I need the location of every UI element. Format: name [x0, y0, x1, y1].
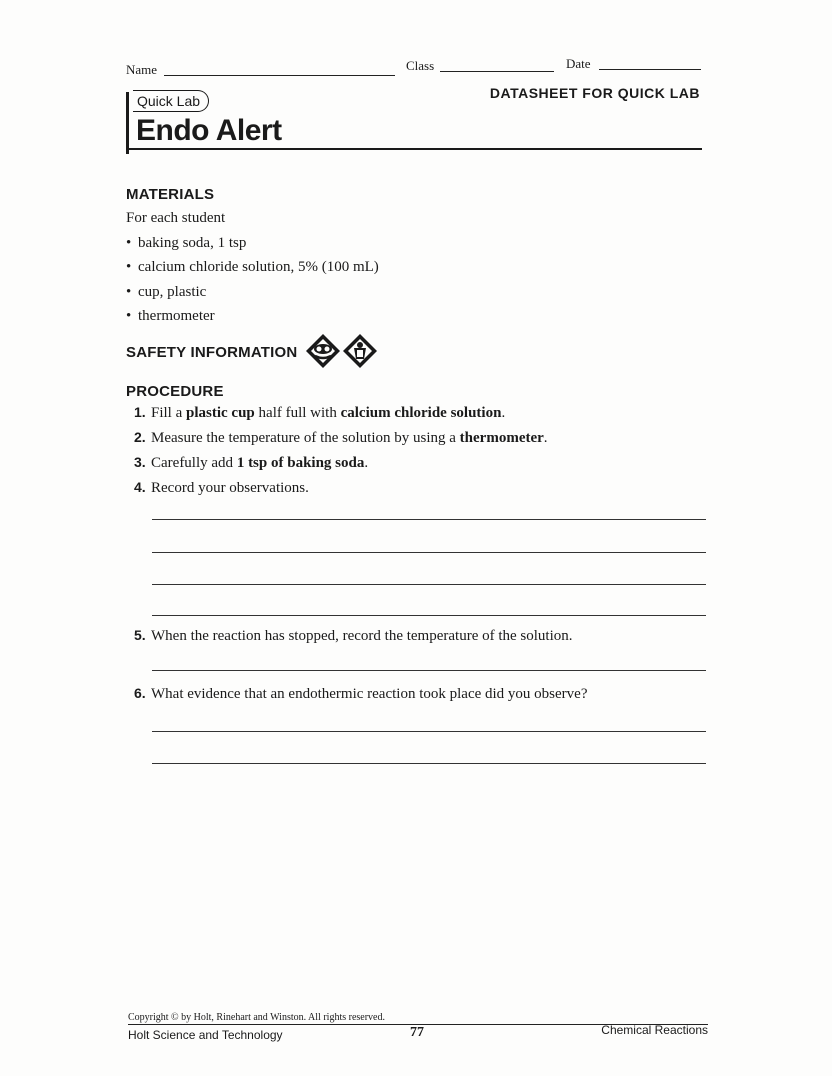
title-rule [129, 148, 702, 150]
step-number: 2. [134, 429, 146, 445]
step-number: 6. [134, 685, 146, 701]
step-text: Measure the temperature of the solution by using a [151, 430, 460, 446]
answer-line[interactable] [152, 763, 706, 764]
date-label: Date [566, 56, 591, 71]
step-bold-text: plastic cup [186, 405, 255, 421]
materials-item: • thermometer [126, 308, 215, 324]
procedure-step-5 [134, 627, 573, 645]
materials-heading: MATERIALS [126, 186, 215, 203]
class-label: Class [406, 58, 435, 73]
step-bold-text: calcium chloride solution [340, 405, 502, 421]
step-number: 3. [134, 454, 146, 470]
step-number: 5. [134, 627, 146, 643]
step-text: . [543, 430, 548, 446]
answer-line[interactable] [152, 670, 706, 671]
eye-protection-icon [306, 334, 340, 368]
book-title: Holt Science and Technology [128, 1028, 283, 1042]
answer-line[interactable] [152, 552, 706, 553]
step-number: 4. [134, 479, 146, 495]
materials-item-text: baking soda, 1 tsp [138, 235, 247, 251]
answer-line[interactable] [152, 519, 706, 520]
date-field[interactable] [599, 69, 701, 70]
step-text: Carefully add [151, 455, 237, 471]
answer-line[interactable] [152, 584, 706, 585]
title-bar-accent [126, 92, 129, 154]
chapter-title: Chemical Reactions [601, 1023, 708, 1037]
name-field[interactable] [164, 75, 395, 76]
step-text: Fill a [151, 405, 187, 421]
procedure-step-1 [134, 404, 505, 422]
procedure-step-2 [134, 429, 548, 447]
step-text: When the reaction has stopped, record the temperature of the solution. [151, 628, 573, 644]
materials-item-text: calcium chloride solution, 5% (100 mL) [138, 259, 379, 275]
materials-item-text: cup, plastic [138, 284, 207, 300]
lab-apron-icon [343, 334, 377, 368]
page-title: Endo Alert [136, 114, 282, 147]
step-text: half full with [254, 405, 341, 421]
materials-item: • baking soda, 1 tsp [126, 235, 247, 251]
safety-heading: SAFETY INFORMATION [126, 344, 298, 361]
step-bold-text: 1 tsp of baking soda [236, 455, 365, 471]
class-field[interactable] [440, 71, 554, 72]
quick-lab-tag: Quick Lab [133, 90, 209, 112]
page-number: 77 [410, 1025, 424, 1040]
step-bold-text: thermometer [459, 430, 544, 446]
copyright-notice: Copyright © by Holt, Rinehart and Winston. All rights reserved. [128, 1012, 385, 1023]
datasheet-label: DATASHEET FOR QUICK LAB [489, 85, 700, 101]
step-text: Record your observations. [151, 480, 309, 496]
materials-item-text: thermometer [138, 308, 215, 324]
safety-icons [306, 333, 380, 369]
procedure-step-4 [134, 479, 309, 497]
step-text: . [501, 405, 506, 421]
name-label: Name [126, 62, 158, 77]
procedure-heading: PROCEDURE [126, 383, 224, 400]
procedure-step-6 [134, 685, 588, 703]
procedure-step-3 [134, 454, 368, 472]
answer-line[interactable] [152, 731, 706, 732]
step-number: 1. [134, 404, 146, 420]
materials-item: • cup, plastic [126, 284, 207, 300]
answer-line[interactable] [152, 615, 706, 616]
materials-item: • calcium chloride solution, 5% (100 mL) [126, 259, 379, 275]
materials-intro: For each student [126, 210, 226, 226]
student-info-row [126, 58, 706, 80]
step-text: . [364, 455, 369, 471]
step-text: What evidence that an endothermic reaction took place did you observe? [151, 686, 588, 702]
